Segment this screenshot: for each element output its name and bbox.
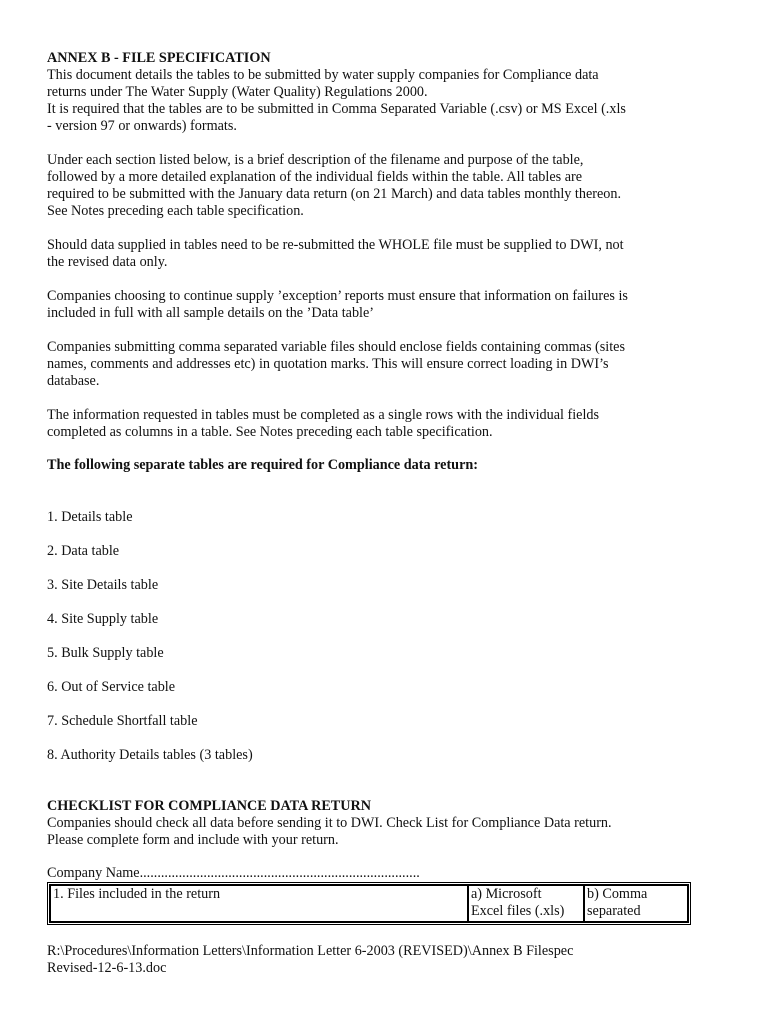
document-title: ANNEX B - FILE SPECIFICATION: [47, 50, 271, 66]
checklist-heading: CHECKLIST FOR COMPLIANCE DATA RETURN: [47, 798, 371, 814]
company-name-field: Company Name...............................................................................: [47, 865, 420, 881]
section-description-paragraph: [47, 152, 707, 220]
resubmit-line: Should data supplied in tables need to be re-submitted the WHOLE file must be supplied to DWI, not: [47, 237, 624, 253]
table-list-item: 4. Site Supply table: [47, 611, 159, 627]
rows-line: The information requested in tables must be completed as a single rows with the individual fields: [47, 407, 600, 423]
rows-line: completed as columns in a table. See Notes preceding each table specification.: [47, 424, 493, 440]
csv-line: database.: [47, 373, 100, 389]
section-line: followed by a more detailed explanation of the individual fields within the table. All tables are: [47, 169, 583, 185]
excel-files-line: a) Microsoft: [471, 886, 542, 902]
section-line: See Notes preceding each table specification.: [47, 203, 304, 219]
file-path-footer: [47, 943, 707, 977]
exception-paragraph: [47, 288, 707, 322]
table-list-item: 5. Bulk Supply table: [47, 645, 164, 661]
intro-line: returns under The Water Supply (Water Quality) Regulations 2000.: [47, 84, 428, 100]
table-list-item: 1. Details table: [47, 509, 133, 525]
excel-files-cell: [468, 885, 584, 922]
table-list-item: 6. Out of Service table: [47, 679, 176, 695]
resubmit-line: the revised data only.: [47, 254, 168, 270]
exception-line: Companies choosing to continue supply ’exception’ reports must ensure that information on failures is: [47, 288, 628, 304]
files-included-cell: 1. Files included in the return: [50, 885, 468, 922]
table-list-item: 8. Authority Details tables (3 tables): [47, 747, 253, 763]
csv-line: names, comments and addresses etc) in quotation marks. This will ensure correct loading in DWI’s: [47, 356, 609, 372]
table-row: [50, 885, 688, 922]
footer-line: R:\Procedures\Information Letters\Information Letter 6-2003 (REVISED)\Annex B Filespec: [47, 943, 574, 959]
comma-separated-line: b) Comma: [587, 886, 648, 902]
excel-files-line: Excel files (.xls): [471, 903, 565, 919]
intro-paragraph: [47, 67, 707, 135]
rows-paragraph: [47, 407, 707, 441]
document-body: [47, 50, 707, 977]
comma-separated-line: separated: [587, 903, 641, 919]
exception-line: included in full with all sample details on the ’Data table’: [47, 305, 375, 321]
footer-line: Revised-12-6-13.doc: [47, 960, 167, 976]
csv-line: Companies submitting comma separated variable files should enclose fields containing commas (sites: [47, 339, 626, 355]
files-checklist-table: [47, 882, 691, 925]
csv-paragraph: [47, 339, 707, 390]
section-line: required to be submitted with the January data return (on 21 March) and data tables monthly thereon.: [47, 186, 622, 202]
checklist-text: [47, 815, 707, 849]
intro-line: - version 97 or onwards) formats.: [47, 118, 237, 134]
resubmit-paragraph: [47, 237, 707, 271]
intro-line: This document details the tables to be submitted by water supply companies for Compliance data: [47, 67, 599, 83]
table-list-item: 3. Site Details table: [47, 577, 159, 593]
tables-heading: The following separate tables are required for Compliance data return:: [47, 457, 478, 473]
intro-line: It is required that the tables are to be submitted in Comma Separated Variable (.csv) or MS Excel (.xls: [47, 101, 626, 117]
table-list-item: 2. Data table: [47, 543, 120, 559]
checklist-line: Companies should check all data before sending it to DWI. Check List for Compliance Data return.: [47, 815, 612, 831]
section-line: Under each section listed below, is a brief description of the filename and purpose of the table,: [47, 152, 584, 168]
comma-separated-cell: [584, 885, 688, 922]
checklist-line: Please complete form and include with your return.: [47, 832, 339, 848]
table-list-item: 7. Schedule Shortfall table: [47, 713, 198, 729]
